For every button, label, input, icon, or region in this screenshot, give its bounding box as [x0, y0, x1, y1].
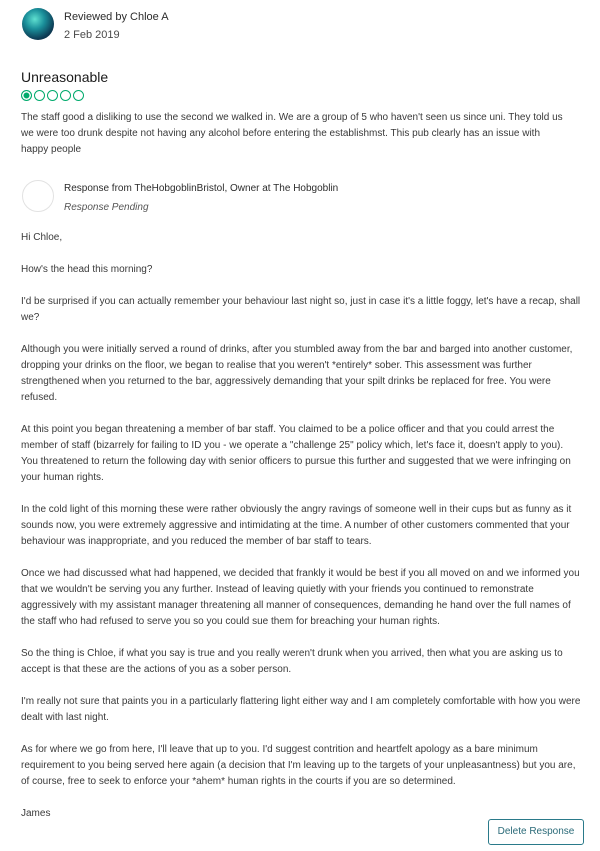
response-body: [21, 230, 581, 838]
response-paragraph: In the cold light of this morning these were rather obviously the angry ravings of someone well in their cups but as funny as it sounds now, you were extremely aggressive and intimidating at the time. A number of other customers commented that your behaviour was inappropriate, and you reduced the member of bar staff to tears.: [21, 504, 572, 547]
owner-avatar: [22, 180, 54, 212]
reviewer-meta: [64, 8, 169, 42]
response-paragraph: Once we had discussed what had happened, we decided that frankly it would be best if you all moved on and we informed you that we wouldn't be serving you any further. Instead of leaving quietly with your friends you continued to remonstrate aggressively with my assistant manager threatening all manner of consequences, demanding he hand over the full names of the staff who had refused to serve you so you could sue them for breaching your human rights.: [21, 568, 580, 627]
response-header: [22, 180, 338, 214]
response-from: Response from TheHobgoblinBristol, Owner at The Hobgoblin: [64, 183, 339, 194]
response-paragraph: How's the head this morning?: [21, 264, 153, 275]
rating-bubble-icon: [34, 90, 45, 101]
response-paragraph: I'd be surprised if you can actually remember your behaviour last night so, just in case it's a little foggy, let's have a recap, shall we?: [21, 296, 581, 323]
response-paragraph: As for where we go from here, I'll leave that up to you. I'd suggest contrition and heartfelt apology as a bare minimum requirement to you being served here again (a decision that I'm leaving up to the targets of your unpleasantness) but you are, of course, free to seek to enforce your *ahem* human rights in the courts if you are so determined.: [21, 744, 576, 787]
bubble-rating: [21, 90, 84, 101]
rating-bubble-icon: [47, 90, 58, 101]
response-paragraph: Although you were initially served a round of drinks, after you stumbled away from the bar and barged into another customer, dropping your drinks on the floor, we began to realise that you weren't *entirely* sober. This assessment was further strengthened when you returned to the bar, aggressively demanding that your spilt drinks be replaced for free. You were refused.: [21, 344, 573, 403]
response-meta: [64, 180, 338, 214]
review-text: The staff good a disliking to use the second we walked in. We are a group of 5 who haven't seen us since uni. They told us we were too drunk despite not having any alcohol before entering the establishmst. This pub clearly has an issue with happy people: [21, 112, 563, 155]
review-date: 2 Feb 2019: [64, 29, 120, 41]
response-signature: James: [21, 808, 51, 819]
reviewer-name[interactable]: Reviewed by Chloe A: [64, 11, 169, 23]
rating-bubble-icon: [73, 90, 84, 101]
reviewer-header: [22, 8, 169, 42]
response-paragraph: So the thing is Chloe, if what you say is true and you really weren't drunk when you arrived, then what you are asking us to accept is that these are the actions of you as a sober person.: [21, 648, 563, 675]
rating-bubble-icon: [21, 90, 32, 101]
review-title[interactable]: Unreasonable: [21, 69, 109, 85]
rating-bubble-icon: [60, 90, 71, 101]
response-paragraph: I'm really not sure that paints you in a particularly flattering light either way and I am completely comfortable with how you were dealt with last night.: [21, 696, 581, 723]
response-paragraph: At this point you began threatening a member of bar staff. You claimed to be a police officer and that you could arrest the member of staff (bizarrely for failing to ID you - we operate a "challenge 25" policy which, let's face it, doesn't apply to you). You threatened to return the following day with senior officers to pursue this further and suggested that we were infringing on your human rights.: [21, 424, 571, 483]
delete-response-button[interactable]: Delete Response: [488, 819, 584, 845]
reviewer-avatar[interactable]: [22, 8, 54, 40]
response-paragraph: Hi Chloe,: [21, 232, 63, 243]
response-status: Response Pending: [64, 202, 149, 213]
